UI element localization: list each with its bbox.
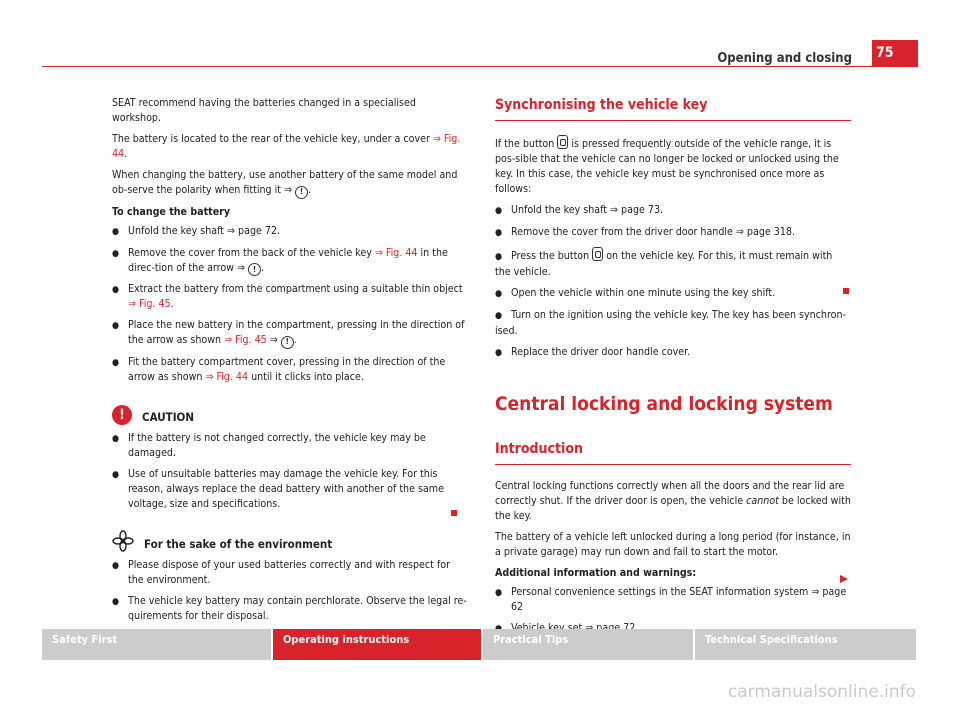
paragraph [112, 168, 467, 199]
text: The battery is located to the rear of the vehicle key, under a cover [112, 133, 433, 146]
list-item [495, 585, 851, 615]
list-item-text [128, 318, 467, 349]
bullet-icon: ● [112, 357, 120, 368]
text: Turn on the ignition using the vehicle key. The key has been synchron-ised. [495, 309, 846, 338]
header-rule [42, 66, 872, 67]
tab-operating-instructions[interactable]: Operating instructions [273, 629, 481, 660]
section-title: Introduction [495, 441, 583, 458]
text: . [293, 334, 297, 347]
list-item-text: Please dispose of your used batteries correctly and with respect for the environment. [128, 559, 450, 587]
text: Remove the cover from the back of the vehicle key [128, 246, 375, 259]
paragraph [495, 479, 851, 524]
right-column [495, 96, 851, 665]
bullet-icon: ● [495, 348, 503, 359]
text: Press the button [511, 250, 593, 262]
footer-tab-bar [42, 629, 918, 660]
continue-arrow-icon [839, 574, 849, 584]
list-item-text [128, 355, 467, 385]
warning-ref-icon: ! [248, 263, 261, 276]
figure-link[interactable]: ⇒ Fig. 44 [205, 370, 249, 383]
text: in the direc-tion of the arrow ⇒ [128, 246, 448, 274]
text: . [124, 148, 128, 161]
warning-ref-icon: ! [295, 186, 308, 199]
list-item-text: Personal convenience settings in the SEAT information system ⇒ page 62 [511, 586, 847, 614]
text: Extract the battery from the compartment using a suitable thin object [128, 283, 463, 296]
list-item [112, 594, 467, 624]
key-lock-button-icon [557, 135, 568, 149]
text: Fit the battery compartment cover, pressing in the direction of the arrow as shown [128, 355, 446, 383]
subheading: To change the battery [112, 205, 231, 218]
list-item [495, 247, 851, 280]
text: . [308, 184, 312, 197]
bullet-icon: ● [112, 321, 120, 332]
list-item-text: Remove the cover from the driver door handle ⇒ page 318. [511, 226, 795, 238]
paragraph [495, 135, 851, 197]
chapter-title: Central locking and locking system [495, 393, 833, 416]
key-lock-button-icon [592, 247, 603, 261]
text: If the button [495, 137, 558, 150]
text: When changing the battery, use another battery of the same model and ob-serve the polarity when fitting it ⇒ [112, 169, 458, 197]
list-item [112, 355, 467, 385]
environment-leaf-icon [112, 530, 134, 552]
section-title: Synchronising the vehicle key [495, 97, 708, 113]
bullet-icon: ● [112, 597, 120, 608]
bullet-icon: ● [112, 226, 120, 237]
list-item-text: Open the vehicle within one minute using the key shift. [511, 287, 776, 300]
caution-title: CAUTION [142, 409, 195, 424]
section-rule [495, 464, 851, 465]
text: Place the new battery in the compartment, pressing in the direction of the arrow as shown [128, 319, 465, 347]
text: be locked with the key. [495, 494, 851, 522]
bullet-icon: ● [495, 252, 503, 262]
text: on the vehicle key. For this, it must remain with the vehicle. [495, 250, 833, 278]
list-item-text [128, 246, 467, 277]
text: until it clicks into place. [248, 370, 364, 383]
figure-link[interactable]: ⇒ Fig. 45 [224, 334, 267, 347]
tab-technical-specifications[interactable]: Technical Specifications [695, 629, 916, 660]
emphasis-text: cannot [746, 494, 779, 507]
text: . [170, 298, 174, 311]
list-item [112, 282, 467, 312]
text: Central locking functions correctly when all the doors and the rear lid are correctly shut. If the driver door is open, the vehicle [495, 479, 845, 507]
bullet-icon: ● [112, 469, 120, 480]
list-item-text: If the battery is not changed correctly, the vehicle key may be damaged. [128, 431, 426, 459]
warning-ref-icon: ! [281, 336, 294, 349]
paragraph [112, 132, 467, 162]
environment-heading [112, 530, 467, 552]
left-column [112, 96, 467, 630]
list-item [112, 467, 467, 512]
figure-link[interactable]: ⇒ Fig. 45 [128, 298, 171, 311]
bullet-icon: ● [112, 248, 120, 259]
list-item [495, 308, 851, 339]
text: . [261, 261, 265, 274]
section-end-marker [843, 288, 849, 294]
list-item [495, 203, 851, 219]
list-item [495, 286, 851, 302]
bullet-icon: ● [495, 588, 503, 599]
environment-title: For the sake of the environment [144, 536, 333, 551]
list-item-text: Unfold the key shaft ⇒ page 72. [128, 224, 281, 237]
list-item-text: Use of unsuitable batteries may damage the vehicle key. For this reason, always replace the dead battery with another of the same voltage, size and specifications. [128, 467, 444, 510]
list-item [495, 225, 851, 241]
bullet-icon: ● [495, 289, 503, 300]
tab-practical-tips[interactable]: Practical Tips [483, 629, 693, 660]
text: ⇒ [266, 334, 281, 347]
list-item-text [128, 282, 467, 312]
section-end-marker [451, 510, 457, 516]
bullet-icon: ● [495, 311, 503, 322]
list-item-text: Replace the driver door handle cover. [511, 346, 691, 359]
bullet-icon: ● [112, 561, 120, 572]
text: is pressed frequently outside of the vehicle range, it is pos-sible that the vehicle can no longer be locked or unlocked using the key. In this case, the vehicle key must be synchronised once more as follows: [495, 137, 839, 195]
list-item [495, 345, 851, 361]
bullet-icon: ● [495, 206, 503, 216]
caution-icon: ! [112, 405, 132, 425]
subheading: Additional information and warnings: [495, 567, 697, 580]
bullet-icon: ● [112, 285, 120, 296]
list-item [112, 318, 467, 349]
tab-safety-first[interactable]: Safety First [42, 629, 271, 660]
list-item [112, 558, 467, 588]
paragraph: SEAT recommend having the batteries changed in a specialised workshop. [112, 97, 416, 125]
running-header-title: Opening and closing [717, 51, 852, 66]
section-rule [495, 120, 851, 121]
watermark-text: carmanualsonline.info [727, 682, 916, 702]
list-item-text: The vehicle key battery may contain perchlorate. Observe the legal re-quirements for their disposal. [128, 595, 467, 623]
paragraph: The battery of a vehicle left unlocked during a long period (for instance, in a private garage) may run down and fail to start the motor. [495, 531, 851, 559]
list-item [112, 431, 467, 461]
list-item [112, 224, 467, 240]
page-number: 75 [872, 40, 918, 67]
list-item [112, 246, 467, 277]
bullet-icon: ● [112, 433, 120, 444]
figure-link[interactable]: ⇒ Fig. 44 [374, 246, 418, 259]
caution-heading [112, 405, 467, 425]
list-item-text: Unfold the key shaft ⇒ page 73. [511, 204, 664, 216]
bullet-icon: ● [495, 228, 503, 238]
figure-link[interactable]: ⇒ Fig. 44 [112, 133, 461, 161]
